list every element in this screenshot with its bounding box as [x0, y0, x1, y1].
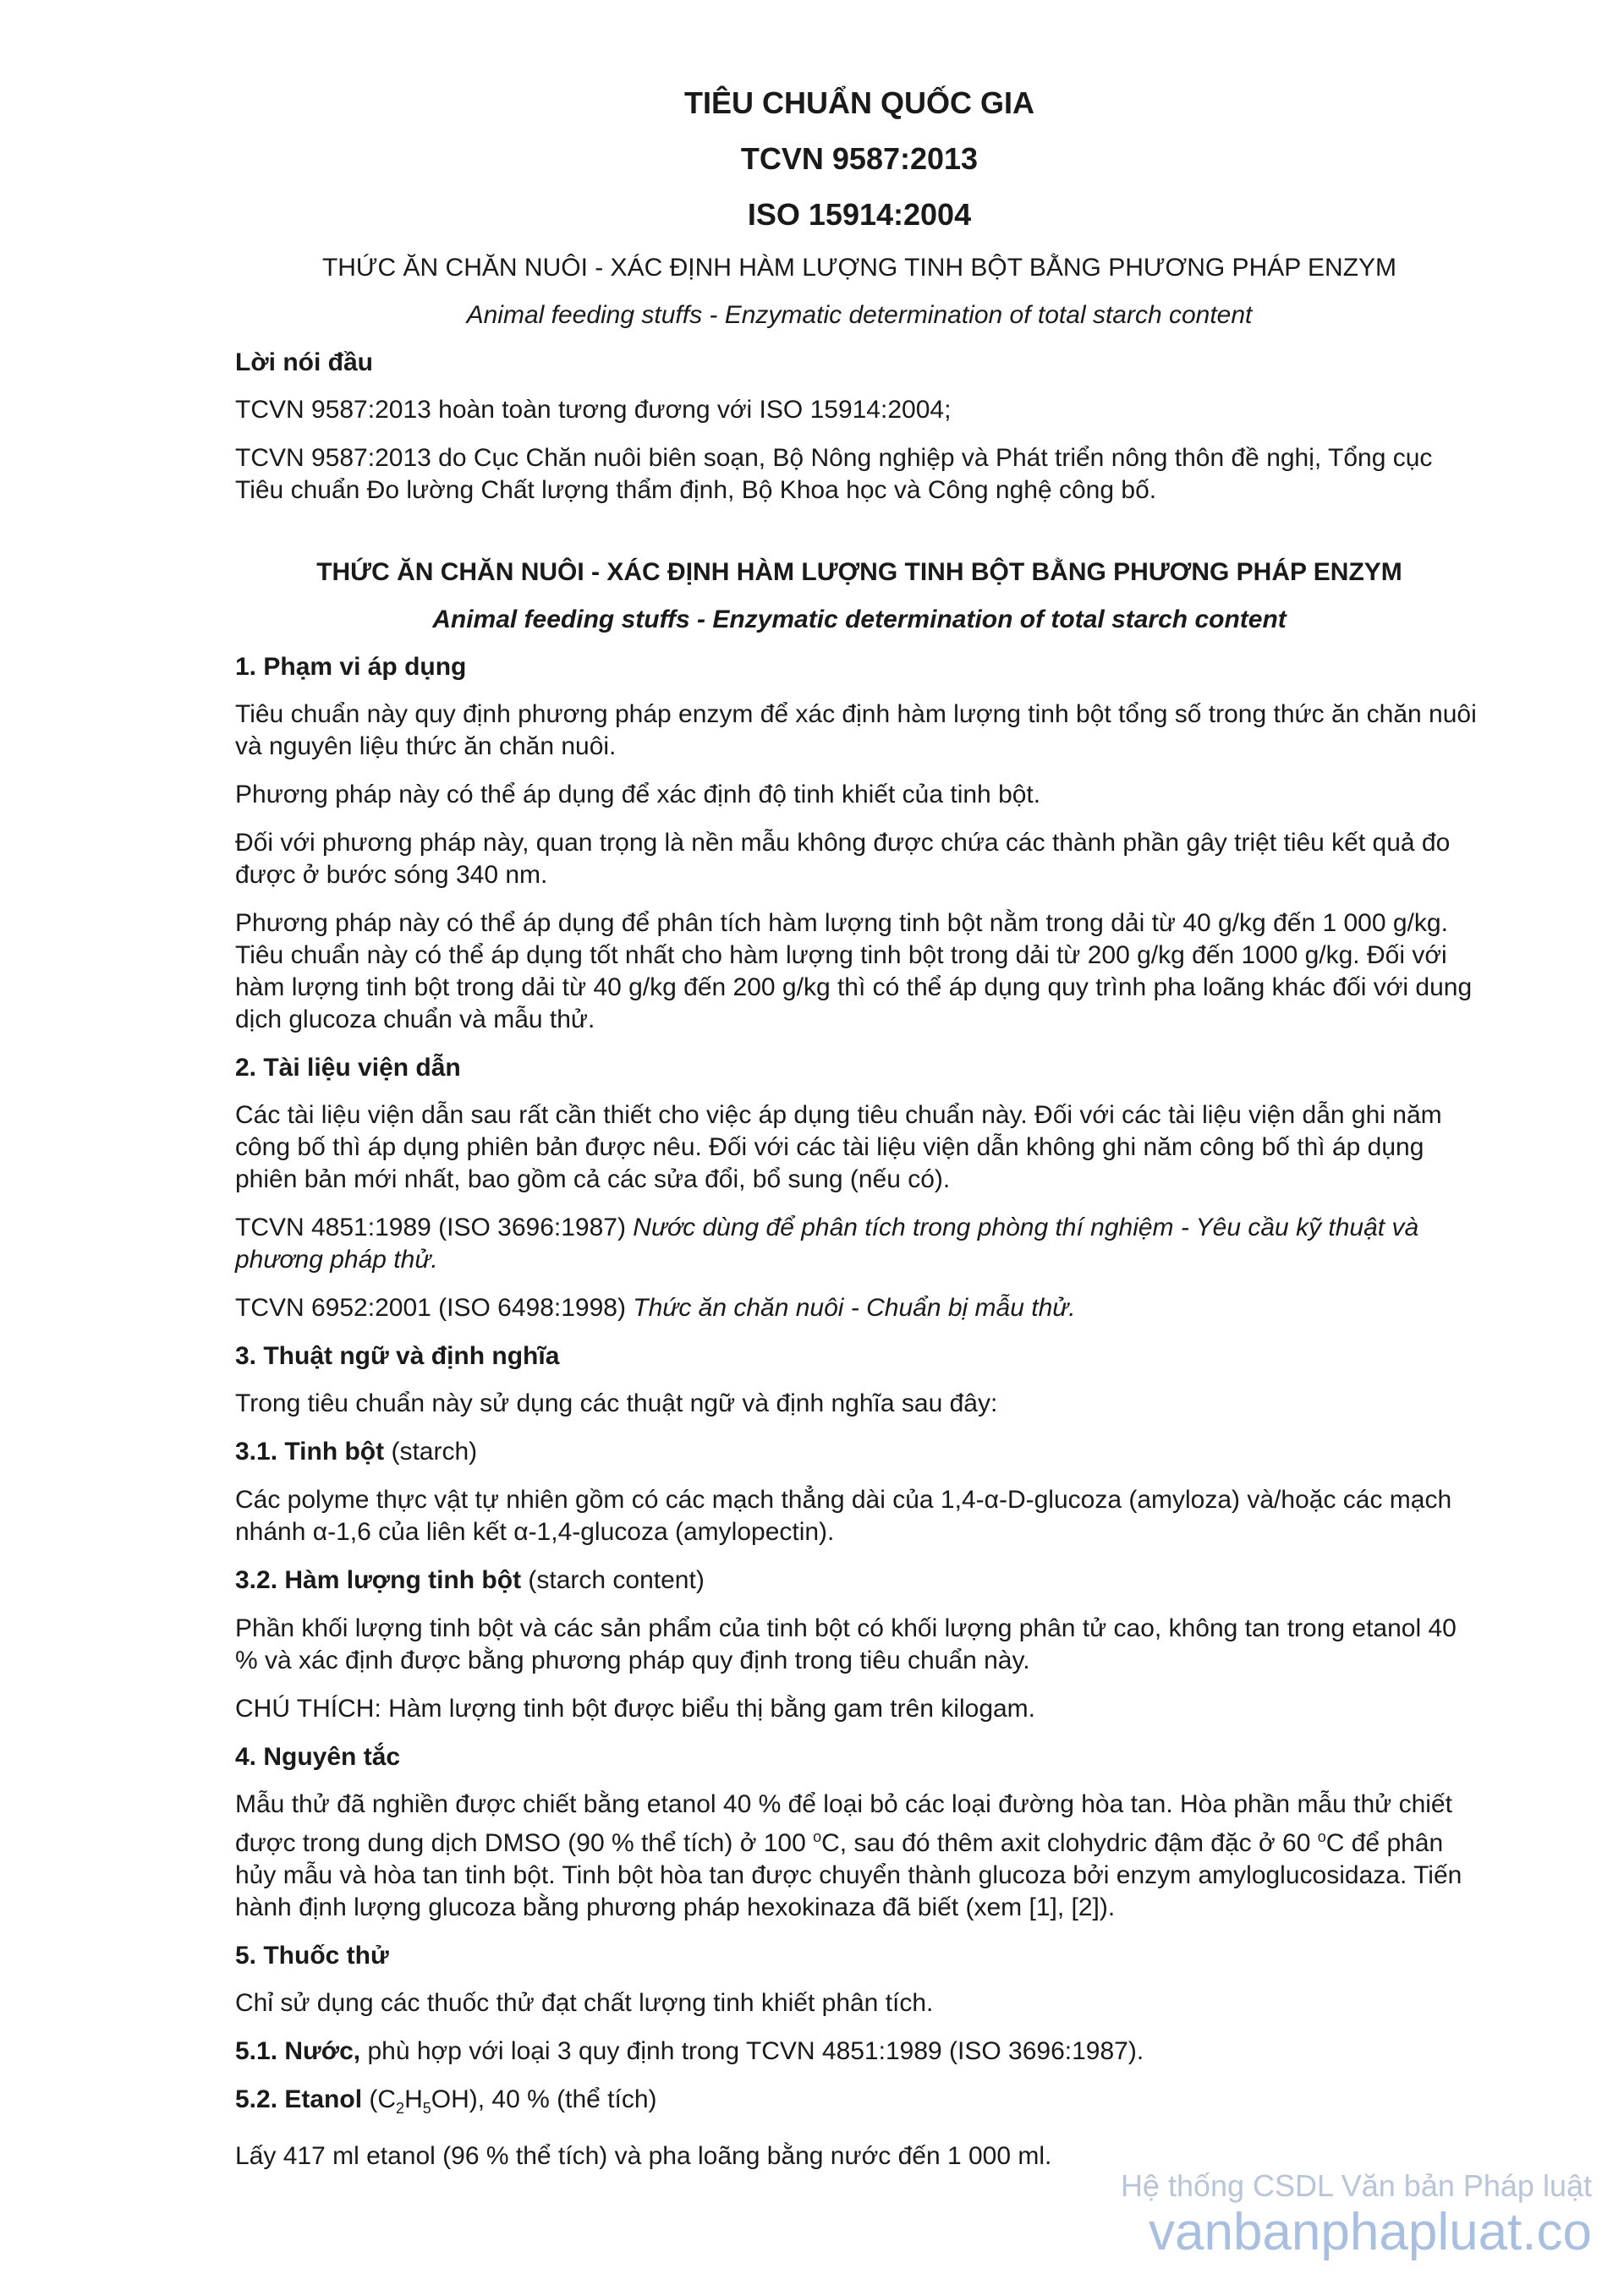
term-english: (starch content) [521, 1566, 705, 1594]
doc-title-iso: ISO 15914:2004 [747, 197, 972, 232]
main-title-en: Animal feeding stuffs - Enzymatic determination of total starch content [432, 606, 1287, 633]
section-heading-scope: 1. Phạm vi áp dụng [235, 653, 467, 681]
section-heading-references: 2. Tài liệu viện dẫn [235, 1054, 461, 1082]
degree-symbol: o [813, 1828, 822, 1845]
scope-paragraph: Phương pháp này có thể áp dụng để xác định độ tinh khiết của tinh bột. [235, 781, 1041, 808]
reagent-name: 5.2. Etanol [235, 2085, 363, 2113]
reagent-item: 5.2. Etanol $(C_2H_5OH)$, 40 % (thể tích) [235, 2085, 657, 2117]
term-name: 3.1. Tinh bột [235, 1438, 385, 1466]
reagent-name: 5.1. Nước, [235, 2037, 361, 2065]
section-heading-principle: 4. Nguyên tắc [235, 1743, 401, 1771]
watermark-caption: Hệ thống CSDL Văn bản Pháp luật [1120, 2168, 1592, 2203]
term-definition: Các polyme thực vật tự nhiên gồm có các mạch thẳng dài của 1,4-α-D-glucoza (amyloza) và/hoặc các mạch nhánh α-1,6 của liên kết α-1,4-glucoza (amylopectin). [235, 1486, 1452, 1546]
doc-subtitle-en: Animal feeding stuffs - Enzymatic determination of total starch content [466, 301, 1253, 329]
term-english: (starch) [384, 1438, 478, 1466]
reference-title: Thức ăn chăn nuôi - Chuẩn bị mẫu thử. [633, 1294, 1076, 1322]
term-title [235, 1564, 1484, 1597]
reference-code: TCVN 4851:1989 (ISO 3696:1987) [235, 1214, 634, 1241]
foreword-paragraph: TCVN 9587:2013 hoàn toàn tương đương với ISO 15914:2004; [235, 396, 952, 424]
watermark-domain: vanbanphapluat.co [1148, 2203, 1592, 2261]
reference-item [235, 1292, 1484, 1324]
document-body [235, 85, 1484, 2189]
foreword-heading: Lời nói đầu [235, 348, 373, 376]
scope-paragraph: Tiêu chuẩn này quy định phương pháp enzym để xác định hàm lượng tinh bột tổng số trong thức ăn chăn nuôi và nguyên liệu thức ăn chăn nuôi. [235, 700, 1477, 760]
main-title-vi: THỨC ĂN CHĂN NUÔI - XÁC ĐỊNH HÀM LƯỢNG TINH BỘT BẰNG PHƯƠNG PHÁP ENZYM [316, 558, 1402, 586]
doc-subtitle-vi: THỨC ĂN CHĂN NUÔI - XÁC ĐỊNH HÀM LƯỢNG TINH BỘT BẰNG PHƯƠNG PHÁP ENZYM [321, 254, 1397, 282]
section-heading-reagents: 5. Thuốc thử [235, 1942, 389, 1970]
doc-title-national-standard: TIÊU CHUẨN QUỐC GIA [684, 85, 1034, 120]
doc-title-tcvn: TCVN 9587:2013 [740, 141, 979, 176]
reagent-item: 5.1. Nước, phù hợp với loại 3 quy định trong TCVN 4851:1989 (ISO 3696:1987). [235, 2037, 1144, 2065]
reference-item [235, 1212, 1484, 1276]
term-definition: Phần khối lượng tinh bột và các sản phẩm của tinh bột có khối lượng phân tử cao, không tan trong etanol 40 % và xác định được bằng phương pháp quy định trong tiêu chuẩn này. [235, 1614, 1457, 1674]
reference-code: TCVN 6952:2001 (ISO 6498:1998) [235, 1294, 634, 1322]
reference-title: Nước dùng để phân tích trong phòng thí nghiệm - Yêu cầu kỹ thuật và phương pháp thử. [235, 1214, 1419, 1274]
degree-symbol: o [1317, 1828, 1326, 1845]
reagents-intro: Chỉ sử dụng các thuốc thử đạt chất lượng tinh khiết phân tích. [235, 1989, 934, 2017]
foreword-paragraph: TCVN 9587:2013 do Cục Chăn nuôi biên soạn, Bộ Nông nghiệp và Phát triển nông thôn đề nghị, Tổng cục Tiêu chuẩn Đo lường Chất lượng thẩm định, Bộ Khoa học và Công nghệ công bố. [235, 444, 1433, 504]
principle-paragraph: Mẫu thử đã nghiền được chiết bằng etanol 40 % để loại bỏ các loại đường hòa tan. Hòa phần mẫu thử chiết được trong dung dịch DMSO (90 % thể tích) ở 100 $^o$C, sau đó thêm axit clohydric đậm đặc ở 60 $^o$C để phân hủy mẫu và hòa tan tinh bột. Tinh bột hòa tan được chuyển thành glucoza bởi enzym amyloglucosidaza. Tiến hành định lượng glucoza bằng phương pháp hexokinaza đã biết (xem [1], [2]). [235, 1790, 1462, 1921]
scope-paragraph: Đối với phương pháp này, quan trọng là nền mẫu không được chứa các thành phần gây triệt tiêu kết quả đo được ở bước sóng 340 nm. [235, 829, 1451, 889]
references-paragraph: Các tài liệu viện dẫn sau rất cần thiết cho việc áp dụng tiêu chuẩn này. Đối với các tài liệu viện dẫn ghi năm công bố thì áp dụng phiên bản được nêu. Đối với các tài liệu viện dẫn không ghi năm công bố thì áp dụng phiên bản mới nhất, bao gồm cả các sửa đổi, bổ sung (nếu có). [235, 1101, 1442, 1193]
terms-intro: Trong tiêu chuẩn này sử dụng các thuật ngữ và định nghĩa sau đây: [235, 1389, 998, 1417]
term-name: 3.2. Hàm lượng tinh bột [235, 1566, 522, 1594]
term-title [235, 1436, 1484, 1468]
term-note: CHÚ THÍCH: Hàm lượng tinh bột được biểu thị bằng gam trên kilogam. [235, 1695, 1036, 1723]
reagent-preparation: Lấy 417 ml etanol (96 % thể tích) và pha loãng bằng nước đến 1 000 ml. [235, 2142, 1052, 2170]
scope-paragraph: Phương pháp này có thể áp dụng để phân tích hàm lượng tinh bột nằm trong dải từ 40 g/kg đến 1 000 g/kg. Tiêu chuẩn này có thể áp dụng tốt nhất cho hàm lượng tinh bột trong dải từ 200 g/kg đến 1000 g/kg. Đối với hàm lượng tinh bột trong dải từ 40 g/kg đến 200 g/kg thì có thể áp dụng quy trình pha loãng khác đối với dung dịch glucoza chuẩn và mẫu thử. [235, 909, 1473, 1033]
section-heading-terms: 3. Thuật ngữ và định nghĩa [235, 1342, 560, 1370]
site-watermark [1121, 2169, 1592, 2262]
